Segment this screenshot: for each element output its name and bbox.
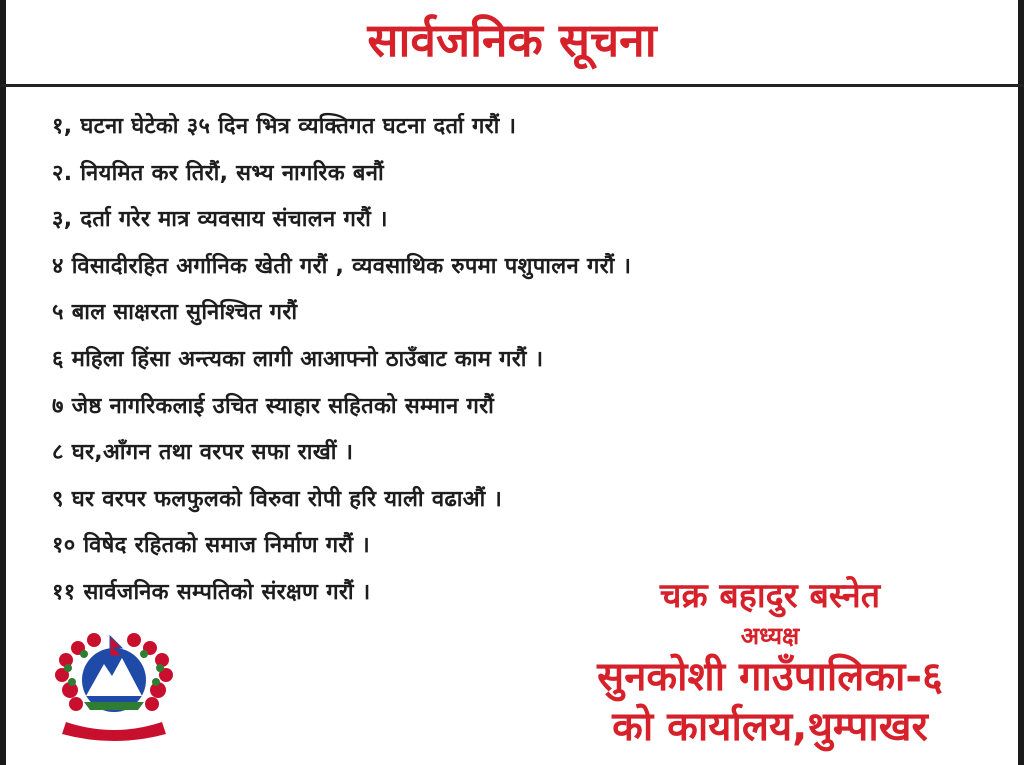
signatory-position: अध्यक्ष [740,622,800,650]
signature-block [520,572,1020,752]
notice-item-4: ४ विसादीरहित अर्गानिक खेती गरौं , व्यवसाथिक रुपमा पशुपालन गरौं । [52,253,632,279]
notice-item-10: १० विषेद रहितको समाज निर्माण गरौं । [52,533,371,559]
notice-item-8: ८ घर,आँगन तथा वरपर सफा राखीं । [52,440,354,466]
notice-item-2: २. नियमित कर तिरौं, सभ्य नागरिक बनौं [52,160,384,186]
office-name-line2: को कार्यालय,थुम्पाखर [612,704,928,750]
notice-item-5: ५ बाल साक्षरता सुनिश्चित गरौं [52,300,298,326]
notice-item-11: ११ सार्वजनिक सम्पतिको संरक्षण गरौं । [52,579,371,605]
signatory-name: चक्र बहादुर बस्नेत [659,576,881,616]
notice-item-1: १, घटना घेटेको ३५ दिन भित्र व्यक्तिगत घटना दर्ता गरौं । [52,114,517,139]
nepal-emblem-icon [48,630,180,745]
office-name-line1: सुनकोशी गाउँपालिका-६ [597,654,943,700]
title-divider [0,84,1024,87]
notice-title: सार्वजनिक सूचना [367,13,657,67]
notice-item-7: ७ जेष्ठ नागरिकलाई उचित स्याहार सहितको सम्मान गरौं [52,393,495,419]
notice-item-9: ९ घर वरपर फलफुलको विरुवा रोपी हरि याली वढाऔं । [52,486,503,512]
notice-list [52,104,972,617]
notice-item-3: ३, दर्ता गरेर मात्र व्यवसाय संचालन गरौं । [52,207,388,233]
notice-item-6: ६ महिला हिंसा अन्त्यका लागी आआफ्नो ठाउँबाट काम गरौं । [52,346,544,372]
